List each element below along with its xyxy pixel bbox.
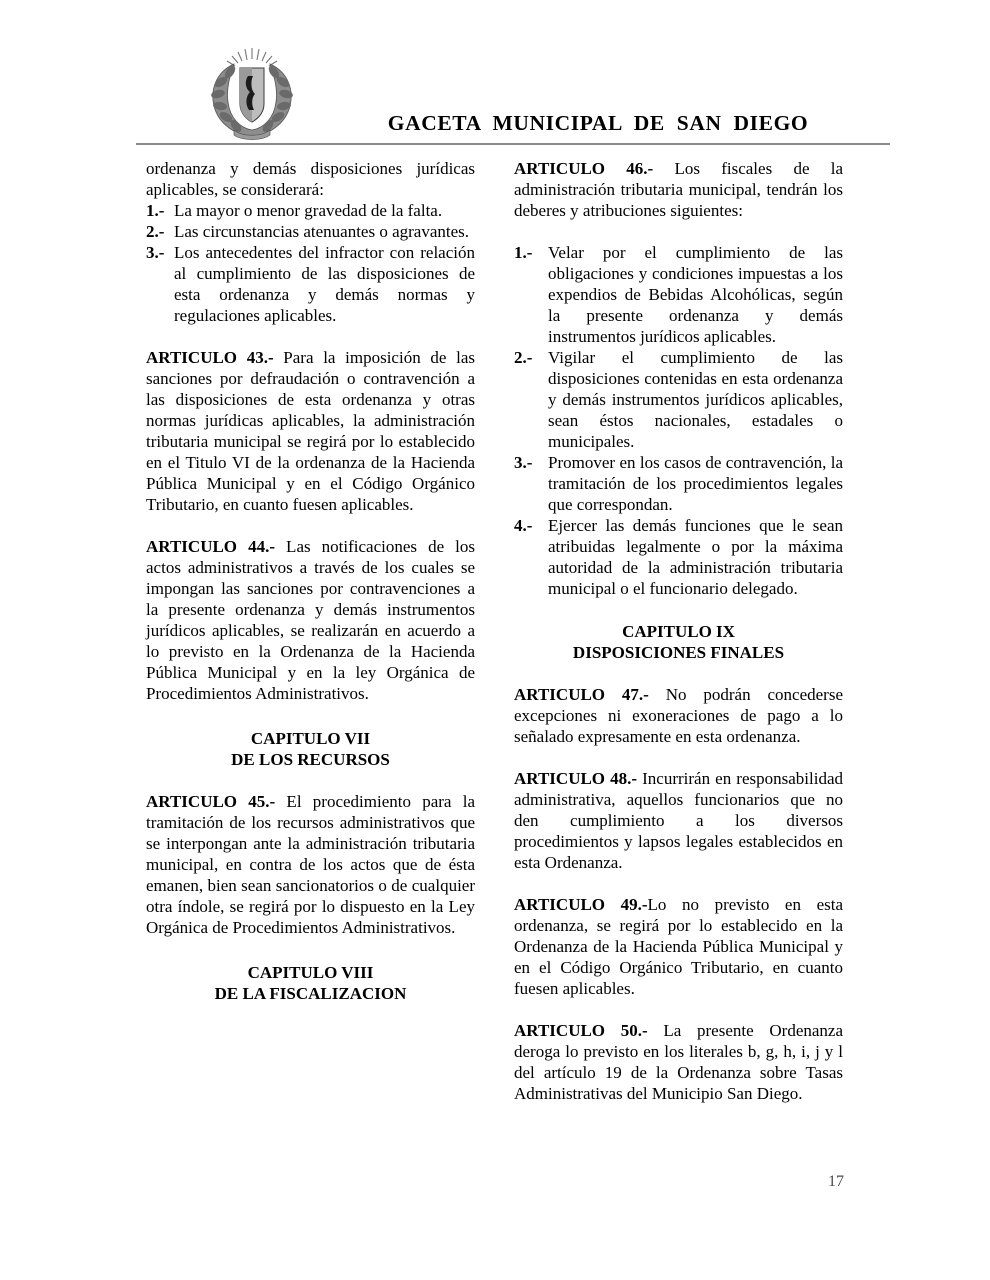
list-item-marker: 1.- [514, 243, 533, 262]
chapter-viii-line1: CAPITULO VIII [247, 963, 374, 982]
article-46-text: Los fiscales de la administración tributaria municipal, tendrán los deberes y atribuciones siguientes: [514, 159, 844, 220]
article-48 [514, 768, 843, 873]
list-item-text: Las circunstancias atenuantes o agravantes. [174, 222, 470, 241]
list-item-marker: 2.- [146, 222, 165, 241]
article-45-text: El procedimiento para la tramitación de los recursos administrativos que se interpongan ante la administración tributaria municipal, en contra de los actos que de ésta emanen, bien sean sancionatorios o de cualquier otra índole, se regirá por lo dispuesto en la Ley Orgánica de Procedimientos Administrativos. [146, 792, 475, 937]
list-item-marker: 3.- [514, 453, 533, 472]
article-47-text: No podrán concederse excepciones ni exoneraciones de pago a lo señalado expresamente en esta ordenanza. [514, 685, 843, 746]
chapter-vii-heading [146, 728, 475, 770]
chapter-ix-line2: DISPOSICIONES FINALES [572, 643, 785, 662]
article-49 [514, 894, 843, 999]
article-49-text: Lo no previsto en esta ordenanza, se regirá por lo establecido en la Ordenanza de la Hacienda Pública Municipal y en el Código Orgánico Tributario, en cuanto fuesen aplicables. [514, 895, 843, 998]
continued-paragraph: ordenanza y demás disposiciones jurídicas aplicables, se considerará: [146, 159, 475, 199]
chapter-viii-line2: DE LA FISCALIZACION [214, 984, 407, 1003]
chapter-ix-heading [514, 621, 843, 663]
list-item [146, 221, 475, 242]
article-46-label: ARTICULO 46.- [514, 159, 654, 178]
article-50 [514, 1020, 843, 1104]
list-item-text: Vigilar el cumplimiento de las disposiciones contenidas en esta ordenanza y demás instrumentos jurídicos aplicables, sean éstos nacionales, estadales o municipales. [548, 348, 843, 451]
list-item-marker: 3.- [146, 243, 165, 262]
article-50-text: La presente Ordenanza deroga lo previsto en los literales b, g, h, i, j y l del artículo 19 de la Ordenanza sobre Tasas Administrativas del Municipio San Diego. [514, 1021, 843, 1103]
list-item-text: Velar por el cumplimiento de las obligaciones y condiciones impuestas a los expendios de Bebidas Alcohólicas, según la presente ordenanza y demás instrumentos jurídicos aplicables. [548, 243, 843, 346]
list-item [514, 515, 843, 599]
article-43-text: Para la imposición de las sanciones por defraudación o contravención a las disposiciones de esta ordenanza y otras normas jurídicas aplicables, la administración tributaria municipal se regirá por lo establecido en el Titulo VI de la ordenanza de la Hacienda Pública Municipal y en el Código Orgánico Tributario, en cuanto fuesen aplicables. [146, 348, 475, 514]
article-43 [146, 347, 475, 515]
right-column [514, 158, 843, 1104]
chapter-vii-line1: CAPITULO VII [250, 729, 371, 748]
chapter-viii-heading [146, 962, 475, 1004]
article-50-label: ARTICULO 50.- [514, 1021, 648, 1040]
list-item-text: La mayor o menor gravedad de la falta. [174, 201, 443, 220]
article-47 [514, 684, 843, 747]
article-49-label: ARTICULO 49.- [514, 895, 648, 914]
list-item-marker: 1.- [146, 201, 165, 220]
article-45 [146, 791, 475, 938]
list-item [514, 452, 843, 515]
masthead [136, 40, 890, 142]
article-44-label: ARTICULO 44.- [146, 537, 275, 556]
list-item [146, 242, 475, 326]
article-48-label: ARTICULO 48.- [514, 769, 638, 788]
list-item-marker: 2.- [514, 348, 533, 367]
chapter-vii-line2: DE LOS RECURSOS [231, 750, 390, 769]
article-44-text: Las notificaciones de los actos administrativos a través de los cuales se impongan las sanciones por contravenciones a la presente ordenanza y demás instrumentos jurídicos aplicables, se realizarán en acuerdo a lo previsto en la Ordenanza de la Hacienda Pública Municipal y en la ley Orgánica de Procedimientos Administrativos. [146, 537, 476, 703]
list-item-text: Los antecedentes del infractor con relación al cumplimiento de las disposiciones de esta ordenanza y demás normas y regulaciones aplicables. [174, 243, 475, 325]
list-item [146, 200, 475, 221]
page-title: GACETA MUNICIPAL DE SAN DIEGO [387, 111, 809, 135]
list-item-marker: 4.- [514, 516, 533, 535]
article-46 [514, 158, 843, 221]
list-item-text: Promover en los casos de contravención, la tramitación de los procedimientos legales que correspondan. [548, 453, 843, 514]
left-column [146, 158, 475, 1004]
chapter-ix-line1: CAPITULO IX [622, 622, 735, 641]
article-43-label: ARTICULO 43.- [146, 348, 274, 367]
article-44 [146, 536, 475, 704]
page-number: 17 [828, 1173, 844, 1190]
article-47-label: ARTICULO 47.- [514, 685, 649, 704]
list-item [514, 347, 843, 452]
coat-of-arms-emblem [204, 42, 300, 142]
article-48-text: Incurrirán en responsabilidad administrativa, aquellos funcionarios que no den cumplimiento a los diversos procedimientos y lapsos legales establecidos en esta Ordenanza. [514, 769, 844, 872]
criteria-list [146, 200, 475, 326]
duties-list [514, 242, 843, 599]
masthead-divider [136, 143, 890, 145]
list-item [514, 242, 843, 347]
body-columns [146, 158, 844, 1104]
list-item-text: Ejercer las demás funciones que le sean atribuidas legalmente o por la máxima autoridad de la administración tributaria municipal o el funcionario delegado. [548, 516, 843, 598]
article-45-label: ARTICULO 45.- [146, 792, 276, 811]
